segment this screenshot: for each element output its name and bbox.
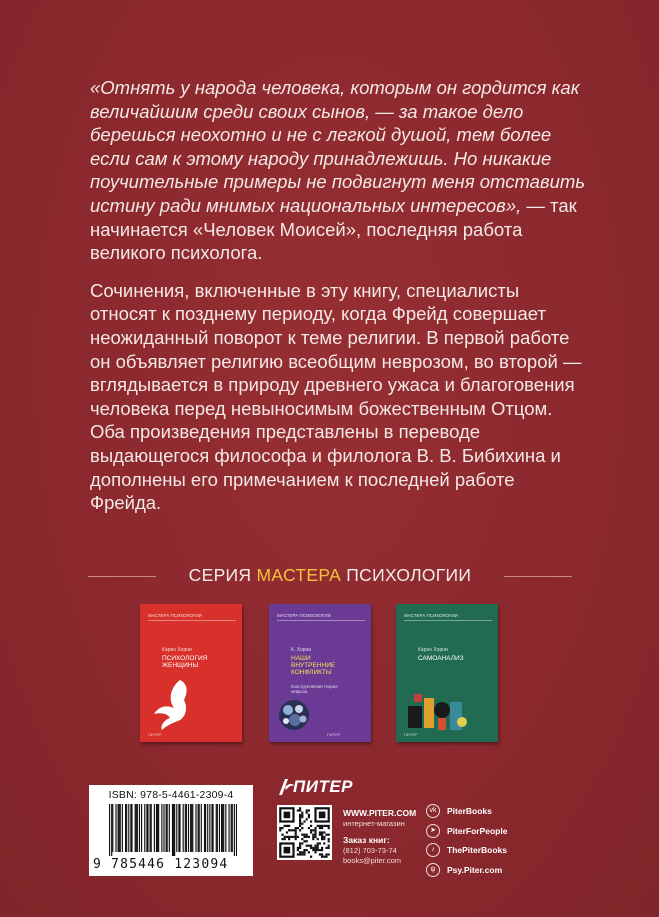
series-highlight: МАСТЕРА <box>256 565 342 585</box>
barcode-bar <box>126 804 127 852</box>
barcode-bar <box>150 804 151 852</box>
social-label: ThePiterBooks <box>447 845 507 855</box>
barcode-bar <box>185 804 186 852</box>
barcode-bar <box>157 804 158 852</box>
social-label: PiterBooks <box>447 806 492 816</box>
isbn-number: ISBN: 978-5-4461-2309-4 <box>108 789 234 801</box>
barcode-bar <box>190 804 191 852</box>
series-prefix: СЕРИЯ <box>188 565 257 585</box>
publisher-logo <box>277 777 377 799</box>
barcode-bar <box>234 804 235 856</box>
barcode-bar <box>158 804 159 852</box>
qr-code <box>277 805 332 860</box>
description-block <box>90 76 590 515</box>
barcode-bar <box>122 804 123 852</box>
barcode-bar <box>217 804 218 852</box>
barcode-bar <box>225 804 226 852</box>
barcode-bar <box>154 804 155 852</box>
barcode-bar <box>139 804 140 852</box>
barcode-bar <box>216 804 217 852</box>
barcode-bar <box>228 804 229 852</box>
barcode-bar <box>219 804 220 852</box>
barcode-bar <box>137 804 138 852</box>
book-author: Карен Хорни <box>418 647 448 653</box>
barcode-bar <box>167 804 168 852</box>
ean-digits: 9 785446 123094 <box>93 857 229 872</box>
barcode-bar <box>211 804 212 852</box>
website-caption: интернет-магазин <box>343 818 405 828</box>
barcode-bar <box>120 804 121 852</box>
barcode-bar <box>186 804 187 852</box>
barcode-bar <box>115 804 116 852</box>
barcode-bar <box>112 804 113 852</box>
barcode-bar <box>221 804 222 852</box>
barcode-bar <box>125 804 126 852</box>
barcode-bar <box>176 804 177 852</box>
book-publisher: ПИТЕР <box>327 732 341 737</box>
barcode-bar <box>118 804 119 852</box>
book-series-label: МАСТЕРА ПСИХОЛОГИИ <box>277 613 365 621</box>
barcode-bar <box>179 804 180 852</box>
barcode-bar <box>166 804 167 852</box>
barcode-bar <box>205 804 206 852</box>
barcode-bar <box>195 804 196 852</box>
barcode-bar <box>147 804 148 852</box>
barcode-bar <box>201 804 202 852</box>
barcode-bar <box>119 804 120 852</box>
barcode-bars <box>109 804 237 856</box>
book-series-label: МАСТЕРА ПСИХОЛОГИИ <box>148 613 236 621</box>
telegram-icon: ➤ <box>426 824 440 838</box>
barcode-bar <box>146 804 147 852</box>
divider-left <box>88 576 156 577</box>
description-paragraph: Сочинения, включенные в эту книгу, специалисты относят к позднему периоду, когда Фрейд совершает неожиданный поворот к теме религии. В первой работе он объявляет религию всеобщим неврозом, во второй — вглядывается в природу древнего ужаса и благоговения человека перед невыносимым божественным Отцом. Оба произведения представлены в переводе выдающегося философа и филолога В. В. Бибихина и дополнены его примечанием к последней работе Фрейда. <box>90 279 582 514</box>
barcode-bar <box>156 804 157 852</box>
abstract-figures-illustration <box>404 688 472 734</box>
order-label: Заказ книг: <box>343 835 390 845</box>
barcode-bar <box>199 804 200 852</box>
series-suffix: ПСИХОЛОГИИ <box>341 565 472 585</box>
barcode-bar <box>232 804 233 852</box>
barcode-bar <box>191 804 192 852</box>
series-heading <box>88 565 572 589</box>
barcode-bar <box>192 804 193 852</box>
barcode-bar <box>183 804 184 852</box>
publisher-logo-text: ПИТЕР <box>293 777 354 796</box>
barcode-bar <box>198 804 199 852</box>
book-publisher: ПИТЕР <box>404 732 418 737</box>
barcode-bar <box>109 804 110 856</box>
barcode-bar <box>178 804 179 852</box>
social-label: Psy.Piter.com <box>447 864 503 875</box>
barcode-bar <box>131 804 132 852</box>
freud-quote: «Отнять у народа человека, которым он гордится как величайшим среди своих сынов, — за такое дело берешься неохотно и не с легкой душой, тем более если сам к этому народу принадлежишь. Но никакие поучительные примеры не подвигнут меня отставить истину ради мнимых национальных интересов», — <box>90 77 586 216</box>
barcode-bar <box>141 804 142 852</box>
barcode-bar <box>188 804 189 852</box>
publisher-contacts <box>343 808 416 867</box>
quote-paragraph <box>90 76 590 265</box>
barcode-bar <box>136 804 137 852</box>
quote-attribution: так начинается «Человек Моисей», последняя работа великого психолога. <box>90 194 577 264</box>
book-series-label: МАСТЕРА ПСИХОЛОГИИ <box>404 613 492 621</box>
barcode-bar <box>204 804 205 852</box>
barcode-bar <box>144 804 145 852</box>
bird-illustration <box>150 674 200 732</box>
barcode-bar <box>128 804 129 852</box>
psychology-icon: ψ <box>426 863 440 877</box>
barcode-bar <box>135 804 136 852</box>
barcode-bar <box>151 804 152 852</box>
book-cover-inner-conflicts <box>269 604 371 742</box>
barcode-bar <box>222 804 223 852</box>
vk-icon: vk <box>426 804 440 818</box>
order-email: books@piter.com <box>343 856 402 865</box>
barcode-bar <box>231 804 232 852</box>
barcode-bar <box>223 804 224 852</box>
barcode-bar <box>209 804 210 852</box>
barcode-bar <box>163 804 164 852</box>
barcode-bar <box>173 804 174 856</box>
barcode-bar <box>169 804 170 852</box>
barcode-bar <box>207 804 208 852</box>
divider-right <box>504 576 572 577</box>
book-cover-self-analysis <box>396 604 498 742</box>
podcast-icon: ♪ <box>426 843 440 857</box>
barcode-bar <box>130 804 131 852</box>
barcode-bar <box>174 804 175 856</box>
barcode-label <box>89 785 253 876</box>
book-title: САМОАНАЛИЗ <box>418 655 464 662</box>
publisher-website: WWW.PITER.COM <box>343 808 417 818</box>
book-author: К. Хорни <box>291 647 312 653</box>
barcode-bar <box>212 804 213 852</box>
book-publisher: ПИТЕР <box>148 732 162 737</box>
book-subtitle: Конструктивная теория невроза <box>291 684 338 694</box>
barcode-bar <box>111 804 112 856</box>
barcode-bar <box>236 804 237 856</box>
book-title: ПСИХОЛОГИЯ ЖЕНЩИНЫ <box>162 655 208 669</box>
crystal-brain-illustration <box>275 696 313 734</box>
barcode-bar <box>172 804 173 856</box>
order-phone: (812) 703-73-74 <box>343 845 397 855</box>
barcode-bar <box>161 804 162 852</box>
social-label: PiterForPeople <box>447 825 508 836</box>
book-author: Карен Хорни <box>162 647 192 653</box>
book-cover-psychology-of-women <box>140 604 242 742</box>
book-title: НАШИ ВНУТРЕННИЕ КОНФЛИКТЫ <box>291 655 336 676</box>
